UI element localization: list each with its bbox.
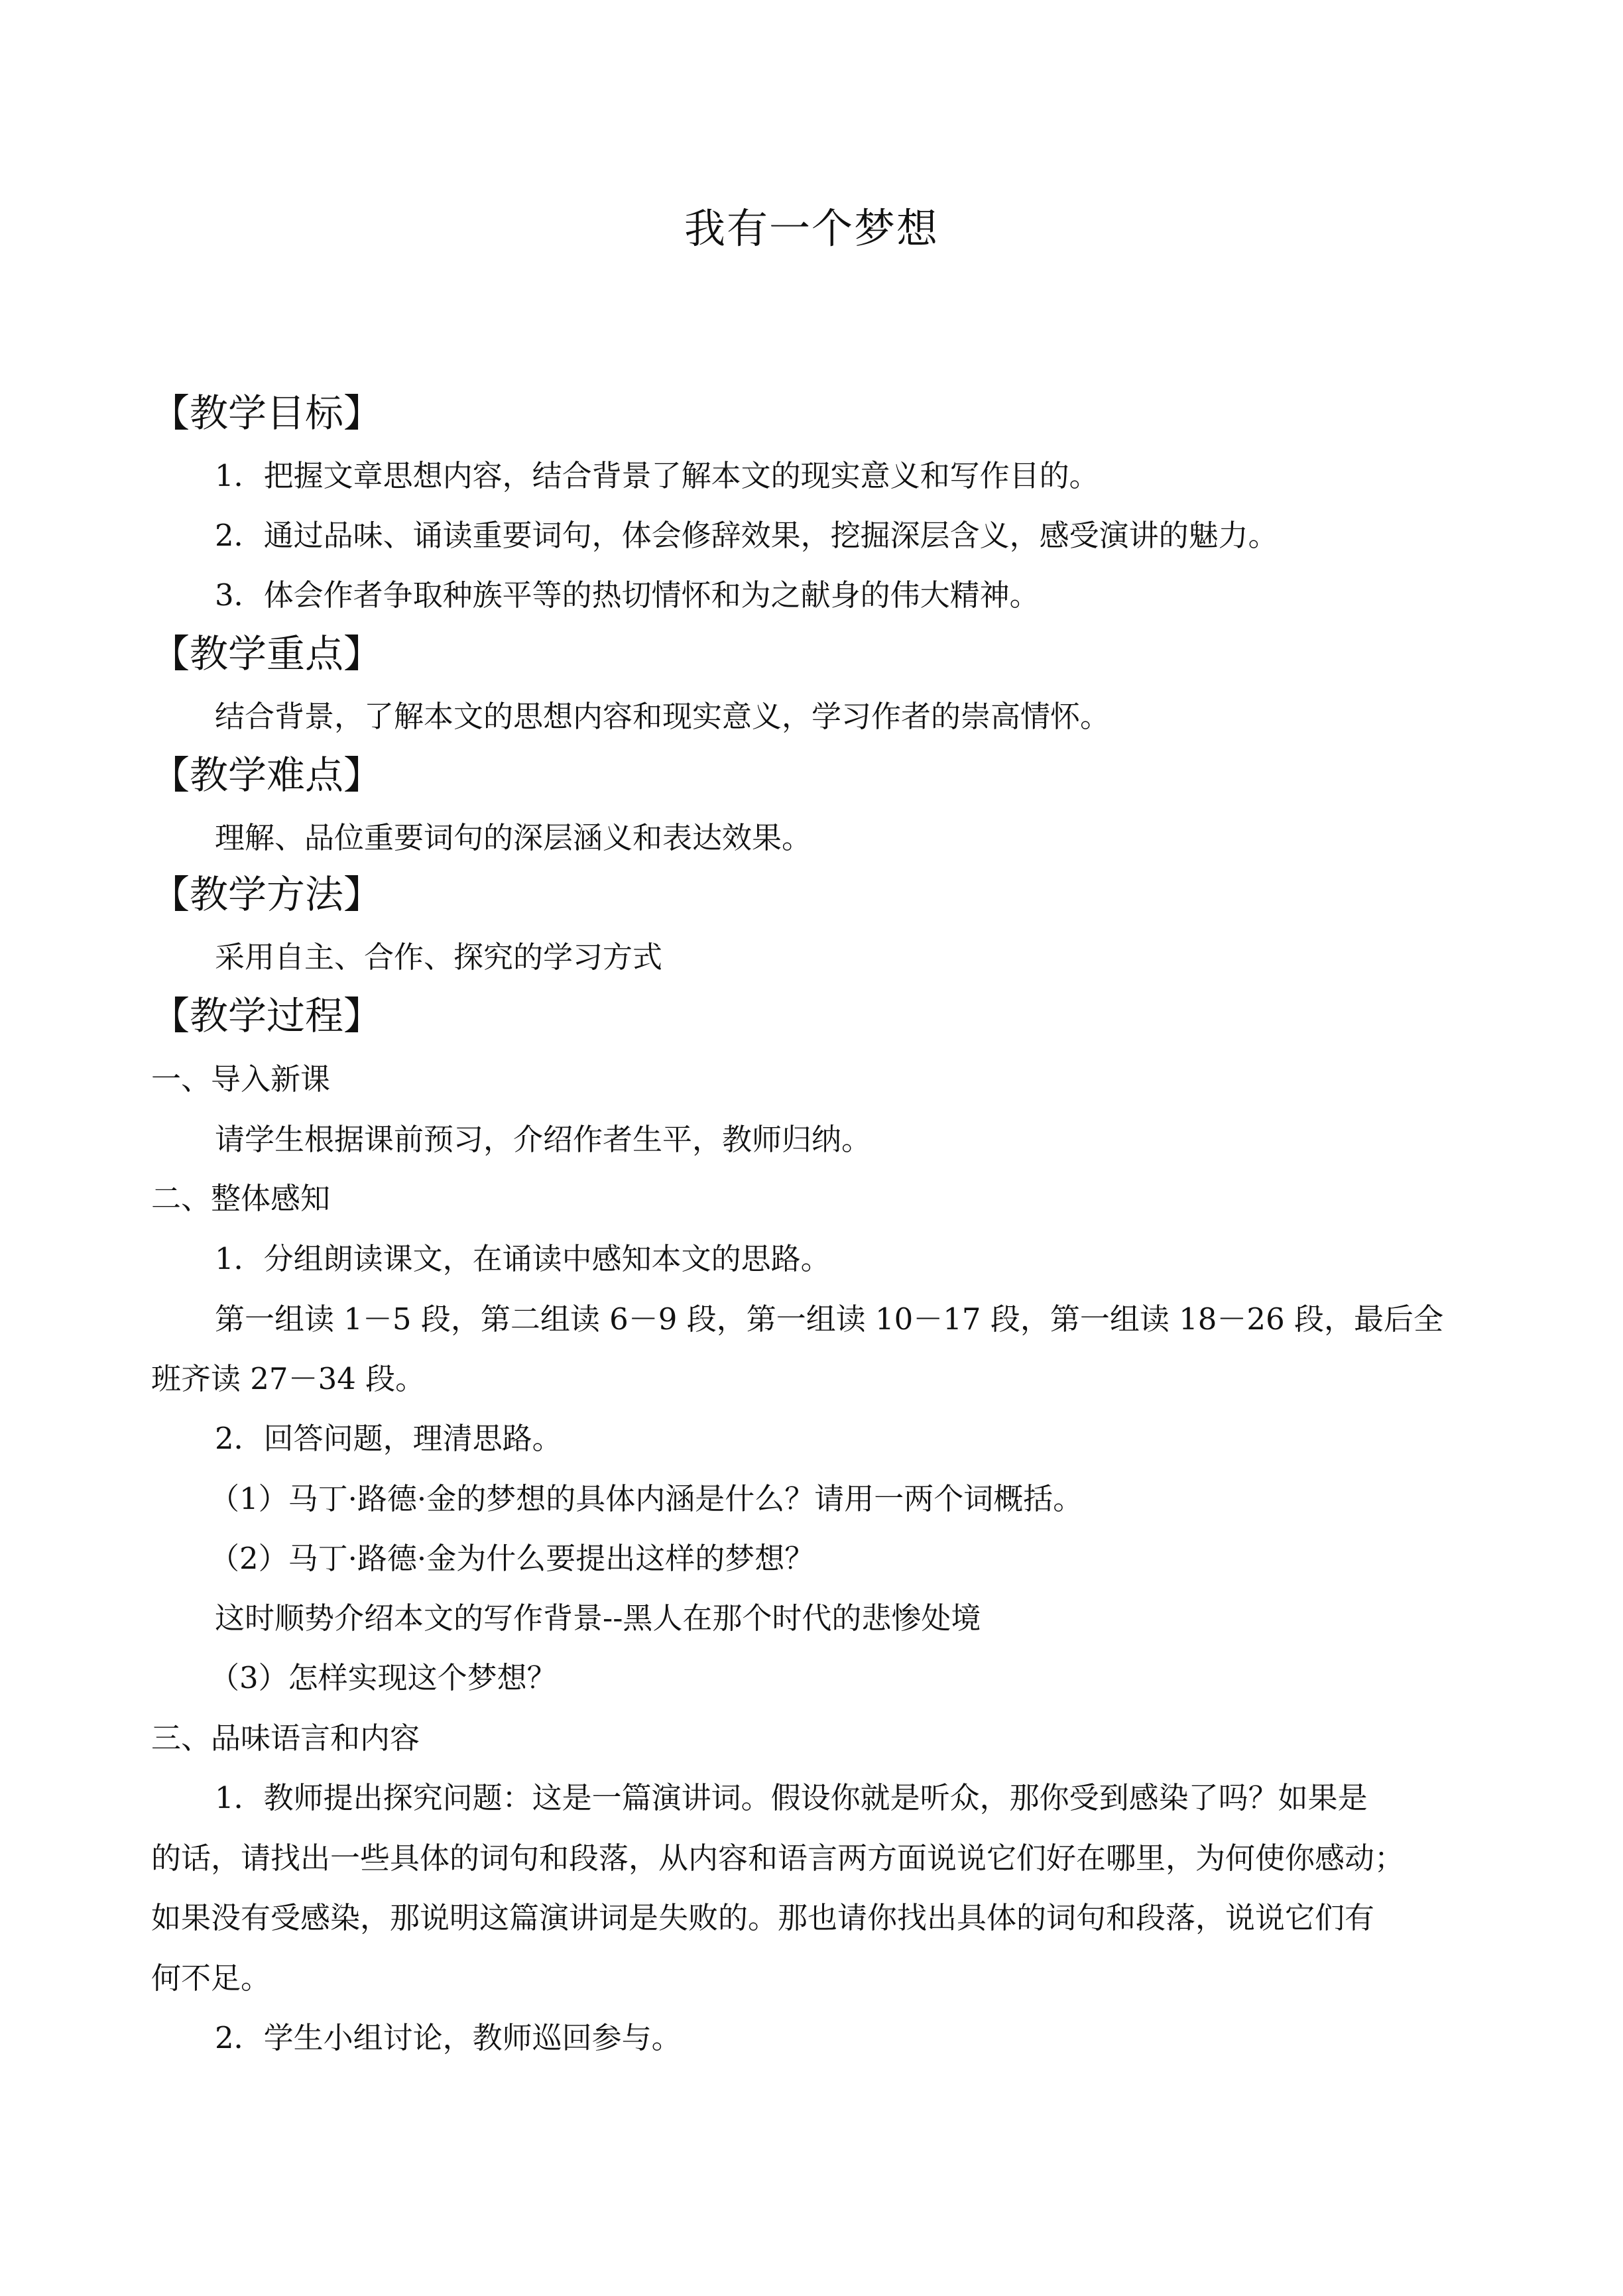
process-part3-item1-line1: 1．教师提出探究问题：这是一篇演讲词。假设你就是听众，那你受到感染了吗？如果是 <box>215 1780 1368 1815</box>
goal-item-3: 3．体会作者争取种族平等的热切情怀和为之献身的伟大精神。 <box>215 577 1040 613</box>
goal-item-1: 1．把握文章思想内容，结合背景了解本文的现实意义和写作目的。 <box>215 458 1099 493</box>
section-heading-difficulties: 【教学难点】 <box>151 753 383 798</box>
key-points-text: 结合背景，了解本文的思想内容和现实意义，学习作者的崇高情怀。 <box>215 699 1111 734</box>
section-heading-process: 【教学过程】 <box>151 993 383 1038</box>
methods-text: 采用自主、合作、探究的学习方式 <box>215 939 663 975</box>
process-part2-item1-detail-line1: 第一组读 1－5 段，第二组读 6－9 段，第一组读 10－17 段，第一组读 18－26 段，最后全 <box>215 1301 1444 1337</box>
process-part2-question2: （2）马丁·路德·金为什么要提出这样的梦想？ <box>210 1541 815 1576</box>
process-part1-heading: 一、导入新课 <box>151 1061 331 1097</box>
process-part3-item1-line2: 的话，请找出一些具体的词句和段落，从内容和语言两方面说说它们好在哪里，为何使你感动； <box>151 1841 1405 1876</box>
process-part3-item1-line3: 如果没有受感染，那说明这篇演讲词是失败的。那也请你找出具体的词句和段落，说说它们有 <box>151 1900 1375 1935</box>
process-part2-question1: （1）马丁·路德·金的梦想的具体内涵是什么？请用一两个词概括。 <box>210 1481 1083 1516</box>
process-part2-item1-detail-line2: 班齐读 27－34 段。 <box>151 1361 426 1396</box>
process-part2-item1: 1．分组朗读课文，在诵读中感知本文的思路。 <box>215 1241 831 1276</box>
process-part3-item2: 2．学生小组讨论，教师巡回参与。 <box>215 2020 682 2055</box>
difficulties-text: 理解、品位重要词句的深层涵义和表达效果。 <box>215 820 812 855</box>
page-title: 我有一个梦想 <box>684 204 939 253</box>
process-part3-item1-line4: 何不足。 <box>151 1961 271 1996</box>
process-part2-heading: 二、整体感知 <box>151 1181 331 1216</box>
process-part2-question3: （3）怎样实现这个梦想？ <box>210 1660 557 1695</box>
process-part1-text: 请学生根据课前预习，介绍作者生平，教师归纳。 <box>215 1122 872 1157</box>
process-part3-heading: 三、品味语言和内容 <box>151 1721 420 1756</box>
section-heading-methods: 【教学方法】 <box>151 872 383 917</box>
section-heading-key-points: 【教学重点】 <box>151 631 383 676</box>
goal-item-2: 2．通过品味、诵读重要词句，体会修辞效果，挖掘深层含义，感受演讲的魅力。 <box>215 518 1278 553</box>
section-heading-goals: 【教学目标】 <box>151 391 383 436</box>
process-part2-question2-note: 这时顺势介绍本文的写作背景--黑人在那个时代的悲惨处境 <box>215 1601 981 1636</box>
process-part2-item2: 2．回答问题，理清思路。 <box>215 1421 562 1456</box>
